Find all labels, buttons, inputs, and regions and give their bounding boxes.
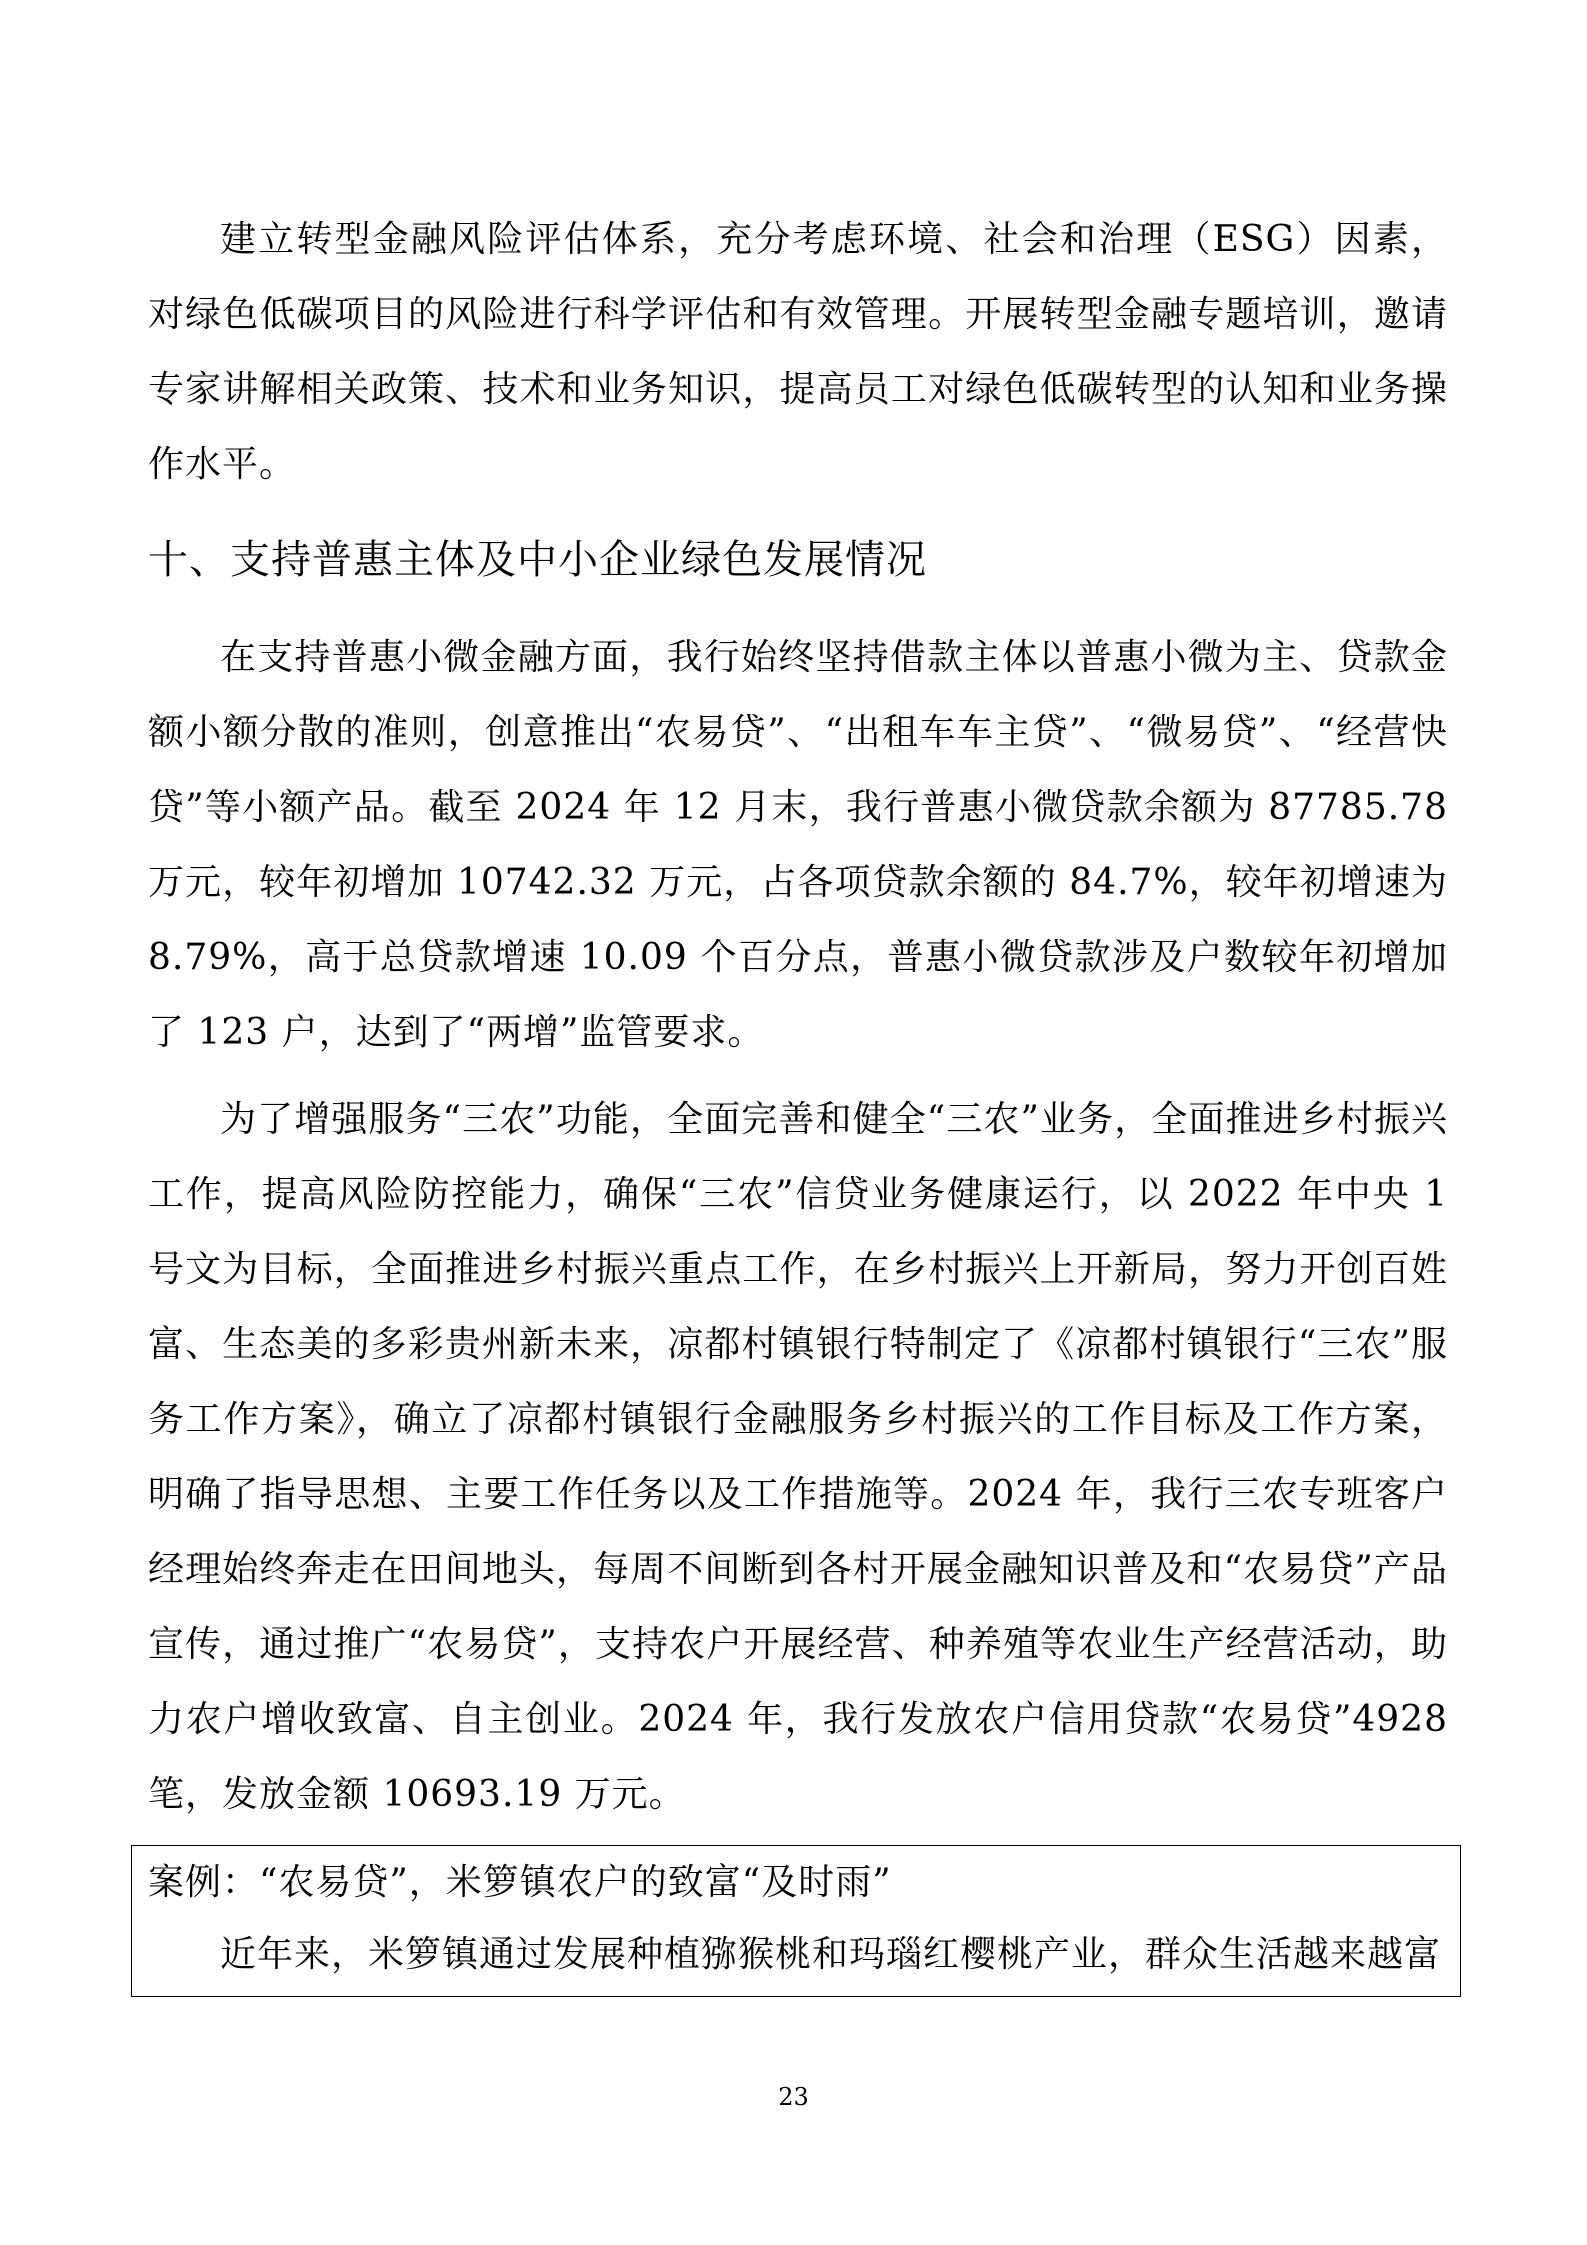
page-number: 23 (778, 2083, 809, 2111)
section-heading: 十、支持普惠主体及中小企业绿色发展情况 (148, 537, 927, 583)
case-study-box (131, 1845, 1461, 1997)
case-study-body: 近年来，米箩镇通过发展种植猕猴桃和玛瑙红樱桃产业，群众生活越来越富 (220, 1934, 1442, 1975)
paragraph-rural-services: 为了增强服务“三农”功能，全面完善和健全“三农”业务，全面推进乡村振兴工作，提高风险防控能力，确保“三农”信贷业务健康运行，以 2022 年中央 1 号文为目标，全面推进乡村振兴重点工作，在乡村振兴上开新局，努力开创百姓富、生态美的多彩贵州新未来，凉都村镇银行特制定了《凉都村镇银行“三农”服务工作方案》，确立了凉都村镇银行金融服务乡村振兴的工作目标及工作方案，明确了指导思想、主要工作任务以及工作措施等。2024 年，我行三农专班客户经理始终奔走在田间地头，每周不间断到各村开展金融知识普及和“农易贷”产品宣传，通过推广“农易贷”，支持农户开展经营、种养殖等农业生产经营活动，助力农户增收致富、自主创业。2024 年，我行发放农户信用贷款“农易贷”4928 笔，发放金额 10693.19 万元。 (148, 1099, 1448, 1815)
paragraph-transition-finance: 建立转型金融风险评估体系，充分考虑环境、社会和治理（ESG）因素，对绿色低碳项目的风险进行科学评估和有效管理。开展转型金融专题培训，邀请专家讲解相关政策、技术和业务知识，提高员工对绿色低碳转型的认知和业务操作水平。 (148, 219, 1448, 485)
paragraph-inclusive-finance: 在支持普惠小微金融方面，我行始终坚持借款主体以普惠小微为主、贷款金额小额分散的准则，创意推出“农易贷”、“出租车车主贷”、“微易贷”、“经营快贷”等小额产品。截至 2024 年 12 月末，我行普惠小微贷款余额为 87785.78 万元，较年初增加 10742.32 万元，占各项贷款余额的 84.7%，较年初增速为 8.79%，高于总贷款增速 10.09 个百分点，普惠小微贷款涉及户数较年初增加了 123 户，达到了“两增”监管要求。 (148, 637, 1448, 1053)
case-study-title: 案例：“农易贷”，米箩镇农户的致富“及时雨” (148, 1862, 892, 1903)
